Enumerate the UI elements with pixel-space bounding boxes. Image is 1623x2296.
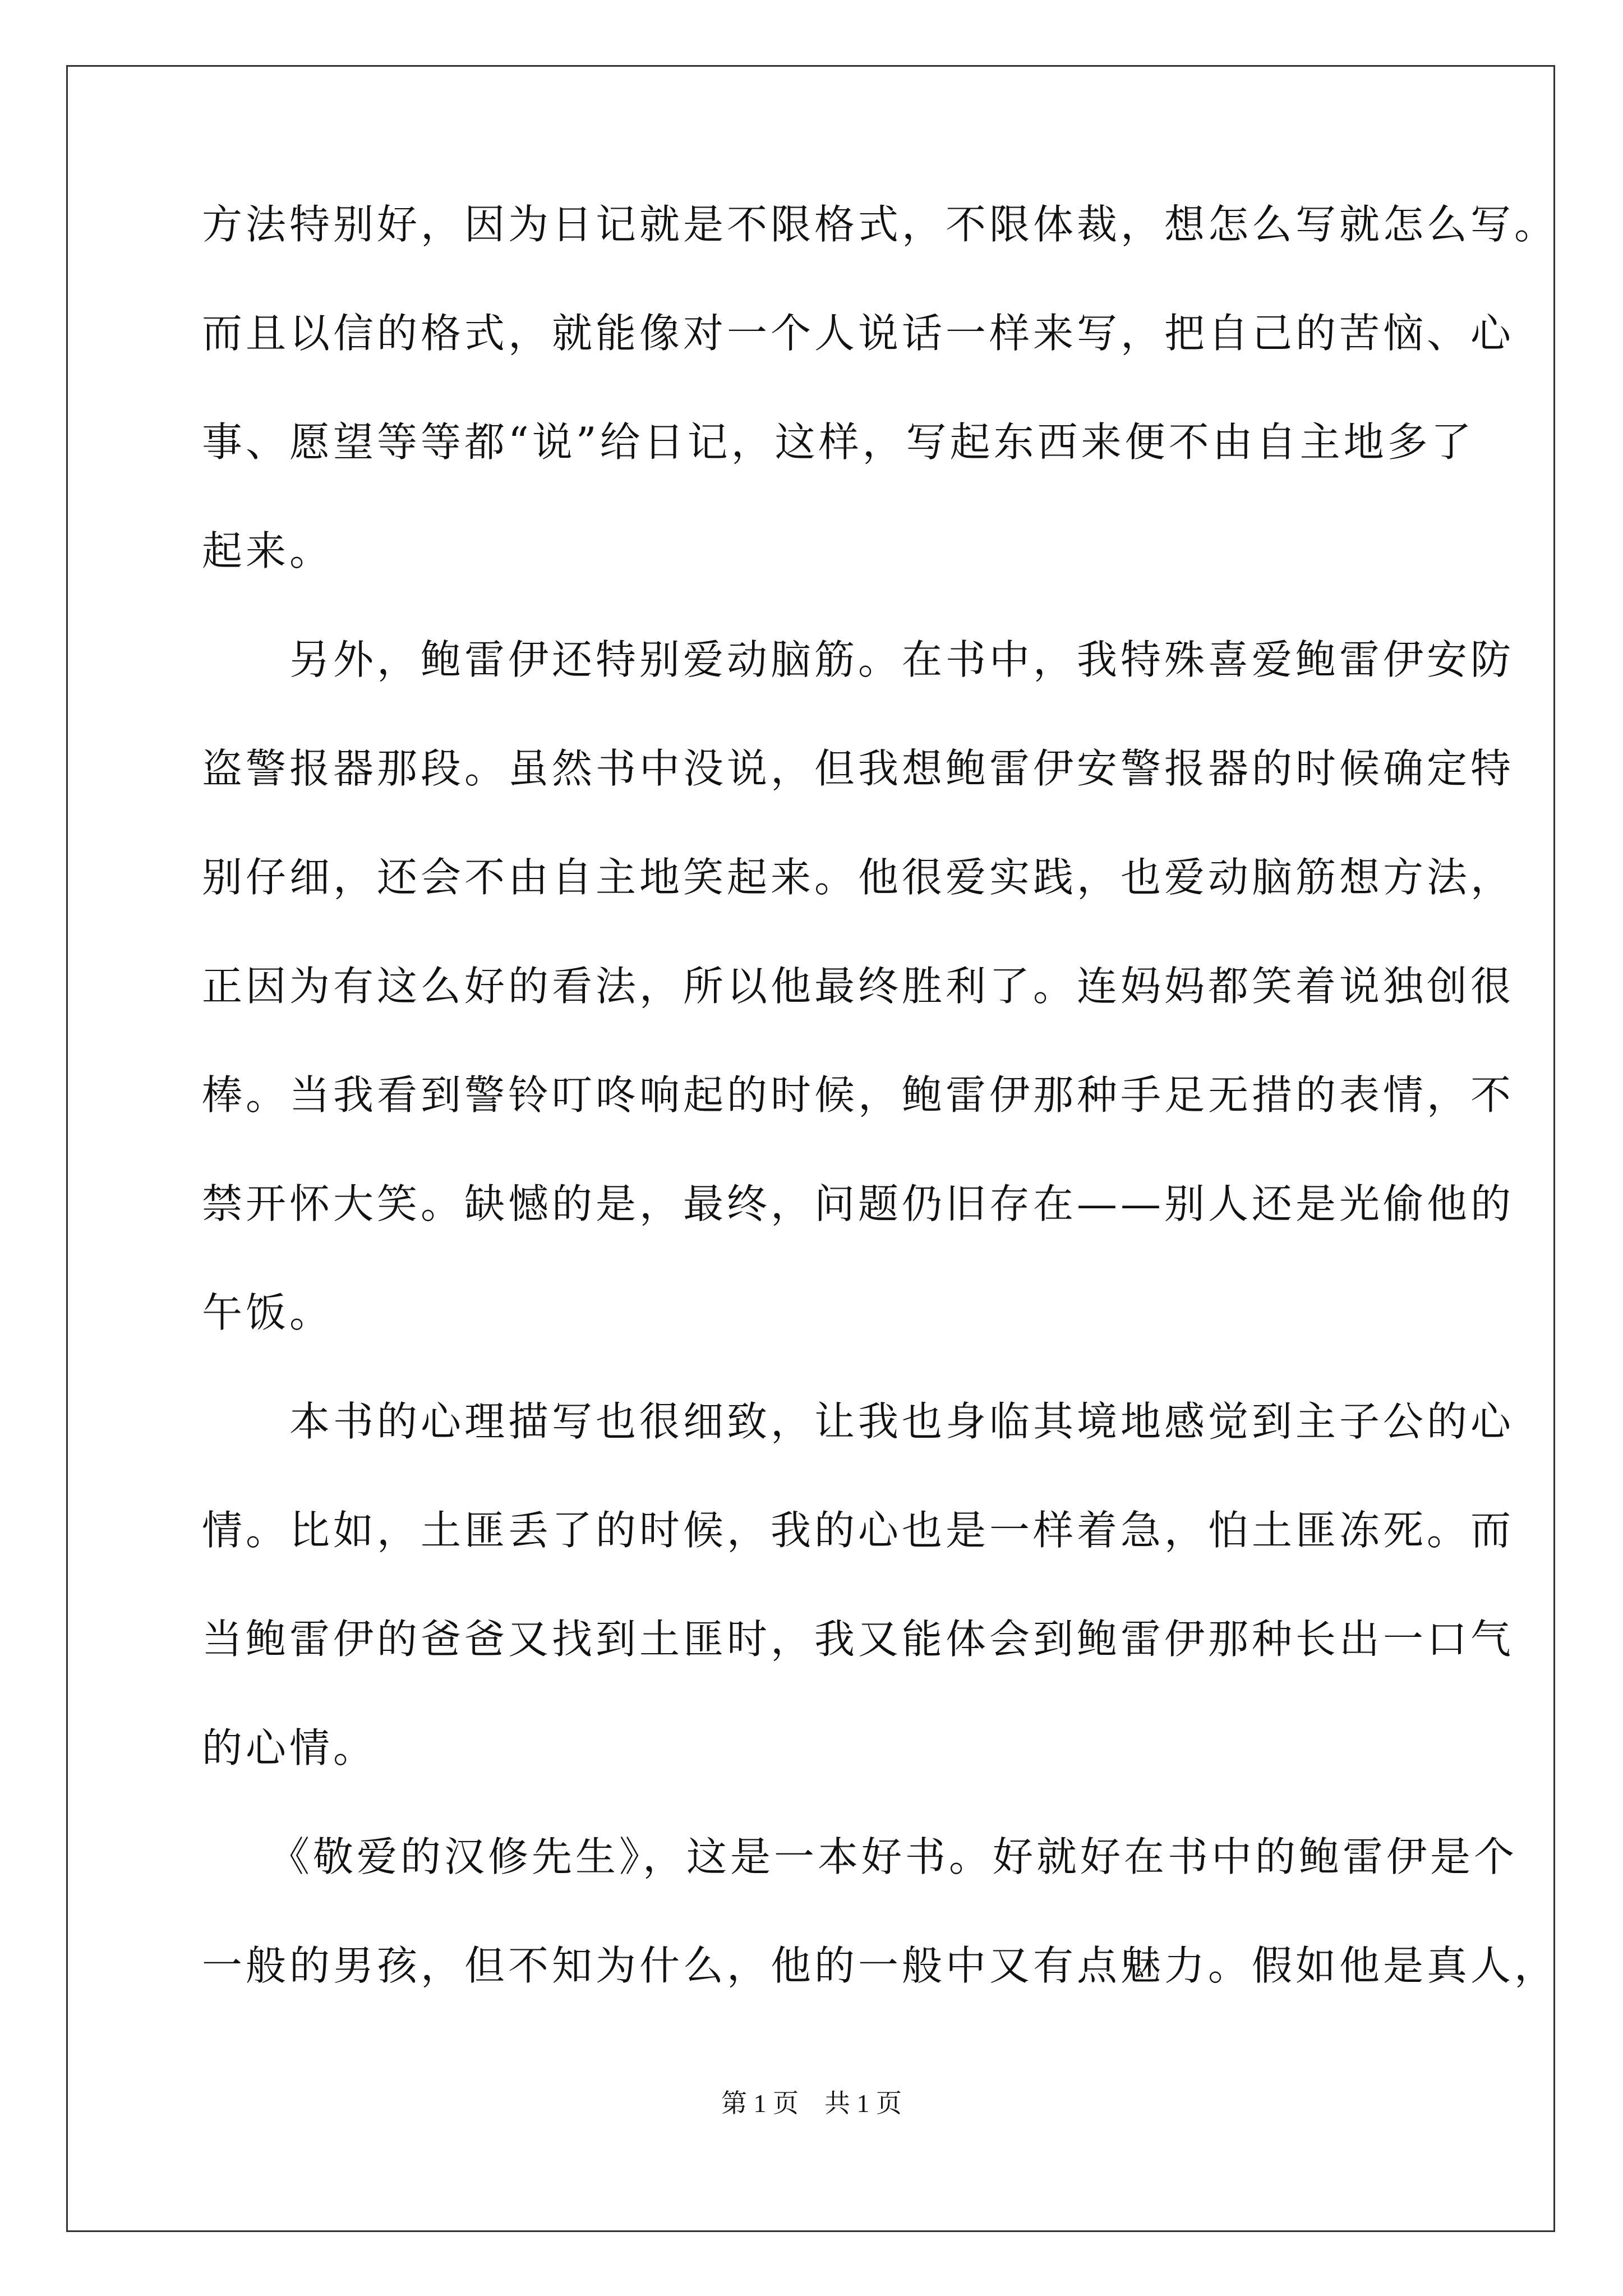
text-line: 别仔细，还会不由自主地笑起来。他很爱实践，也爱动脑筋想方法， [202,854,1515,901]
text-line: 盗警报器那段。虽然书中没说，但我想鲍雷伊安警报器的时候确定特 [202,745,1515,792]
text-line: 的心情。 [202,1724,377,1772]
text-line: 方法特别好，因为日记就是不限格式，不限体裁，想怎么写就怎么写。 [202,201,1559,248]
text-line: 禁开怀大笑。缺憾的是，最终，问题仍旧存在——别人还是光偷他的 [202,1180,1515,1227]
text-line: 当鲍雷伊的爸爸又找到土匪时，我又能体会到鲍雷伊那种长出一口气 [202,1616,1515,1663]
text-line: 事、愿望等等都“说”给日记，这样，写起东西来便不由自主地多了 [202,418,1475,466]
text-line: 一般的男孩，但不知为什么，他的一般中又有点魅力。假如他是真人， [202,1942,1559,1989]
text-line: 本书的心理描写也很细致，让我也身临其境地感觉到主子公的心 [202,1398,1515,1445]
text-line: 情。比如，土匪丢了的时候，我的心也是一样着急，怕土匪冻死。而 [202,1507,1515,1554]
text-line: 棒。当我看到警铃叮咚响起的时候，鲍雷伊那种手足无措的表情，不 [202,1071,1515,1119]
text-line: 正因为有这么好的看法，所以他最终胜利了。连妈妈都笑着说独创很 [202,963,1515,1010]
text-line: 起来。 [202,527,334,574]
text-line: 另外，鲍雷伊还特别爱动脑筋。在书中，我特殊喜爱鲍雷伊安防 [202,636,1515,683]
text-line: 而且以信的格式，就能像对一个人说话一样来写，把自己的苦恼、心 [202,310,1515,357]
page-border [66,65,1555,2232]
page-number-footer: 第 1 页 共 1 页 [721,2089,902,2118]
text-line: 《敬爱的汉修先生》，这是一本好书。好就好在书中的鲍雷伊是个 [202,1833,1518,1880]
text-line: 午饭。 [202,1289,334,1336]
